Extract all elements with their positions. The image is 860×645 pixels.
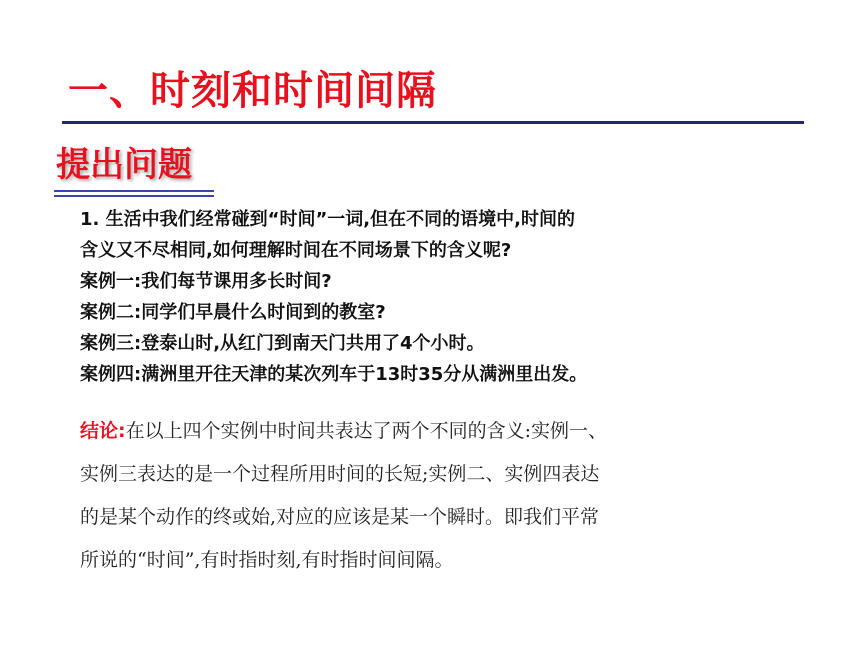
conclusion-block [80,410,770,582]
case-line: 案例二:同学们早晨什么时间到的教室? [80,302,386,323]
conclusion-text: 在以上四个实例中时间共表达了两个不同的含义:实例一、 [125,420,608,442]
case-line: 案例一:我们每节课用多长时间? [80,271,332,292]
question-block [80,204,780,390]
slide-title: 一、时刻和时间间隔 [68,68,437,114]
question-line: 含义又不尽相同,如何理解时间在不同场景下的含义呢? [80,240,512,261]
section-heading: 提出问题 [56,145,192,185]
section-heading-underline [54,190,214,197]
conclusion-line: 的是某个动作的终或始,对应的应该是某一个瞬时。即我们平常 [80,506,600,528]
conclusion-label: 结论: [80,420,126,442]
conclusion-line [80,410,770,453]
title-divider [62,121,804,124]
case-line: 案例四:满洲里开往天津的某次列车于13时35分从满洲里出发。 [80,364,588,385]
case-line: 案例三:登泰山时,从红门到南天门共用了4个小时。 [80,333,485,354]
question-line: 1. 生活中我们经常碰到“时间”一词,但在不同的语境中,时间的 [80,209,575,230]
conclusion-line: 所说的“时间”,有时指时刻,有时指时间间隔。 [80,549,454,571]
conclusion-line: 实例三表达的是一个过程所用时间的长短;实例二、实例四表达 [80,463,600,485]
